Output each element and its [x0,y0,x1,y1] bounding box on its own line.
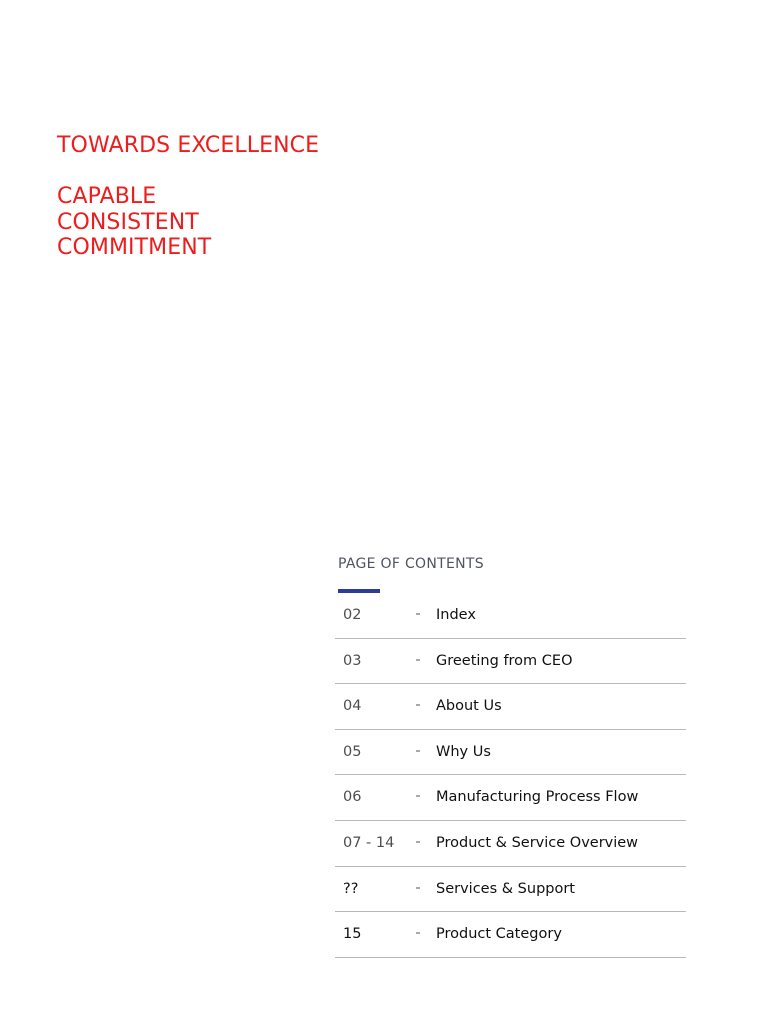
toc-title: PAGE OF CONTENTS [338,556,484,572]
toc-row-why-us[interactable] [335,730,686,776]
headline-spacer [57,159,319,185]
toc-item-label: Product & Service Overview [436,834,639,851]
headline-word-commitment: COMMITMENT [57,235,212,260]
bullet-dot-icon [416,750,420,752]
toc-row-services-support[interactable] [335,867,686,913]
toc-page-number: 06 [343,789,362,806]
toc-row-product-service[interactable] [335,821,686,867]
toc-item-label: Product Category [436,926,562,943]
toc-item-label: Manufacturing Process Flow [436,789,639,806]
bullet-dot-icon [416,887,420,889]
toc-row-product-category[interactable] [335,912,686,958]
toc-page-number: 02 [343,607,362,623]
toc-list [335,593,686,958]
bullet-dot-icon [416,932,420,934]
toc-row-about-us[interactable] [335,684,686,730]
bullet-dot-icon [416,659,420,661]
bullet-dot-icon [416,613,420,615]
tagline: TOWARDS EXCELLENCE [57,133,320,158]
toc-item-label: About Us [436,698,502,715]
bullet-dot-icon [416,795,420,797]
toc-item-label: Services & Support [436,880,575,897]
bullet-dot-icon [416,841,420,843]
headline-word-capable: CAPABLE [57,184,157,209]
toc-item-label: Greeting from CEO [436,652,573,669]
toc-page-number: 15 [343,926,362,943]
headline-block [57,133,319,261]
toc-row-index[interactable] [335,593,686,639]
toc-row-manufacturing[interactable] [335,775,686,821]
toc-row-greeting[interactable] [335,639,686,685]
toc-page-number: 05 [343,743,362,760]
toc-page-number: 04 [343,698,362,715]
bullet-dot-icon [416,704,420,706]
toc-page-number: ?? [343,880,359,897]
toc-item-label: Index [436,607,476,623]
toc-page-number: 03 [343,652,362,669]
headline-word-consistent: CONSISTENT [57,209,199,235]
toc-page-number: 07 - 14 [343,834,395,851]
toc-item-label: Why Us [436,743,491,760]
table-of-contents [335,554,686,958]
